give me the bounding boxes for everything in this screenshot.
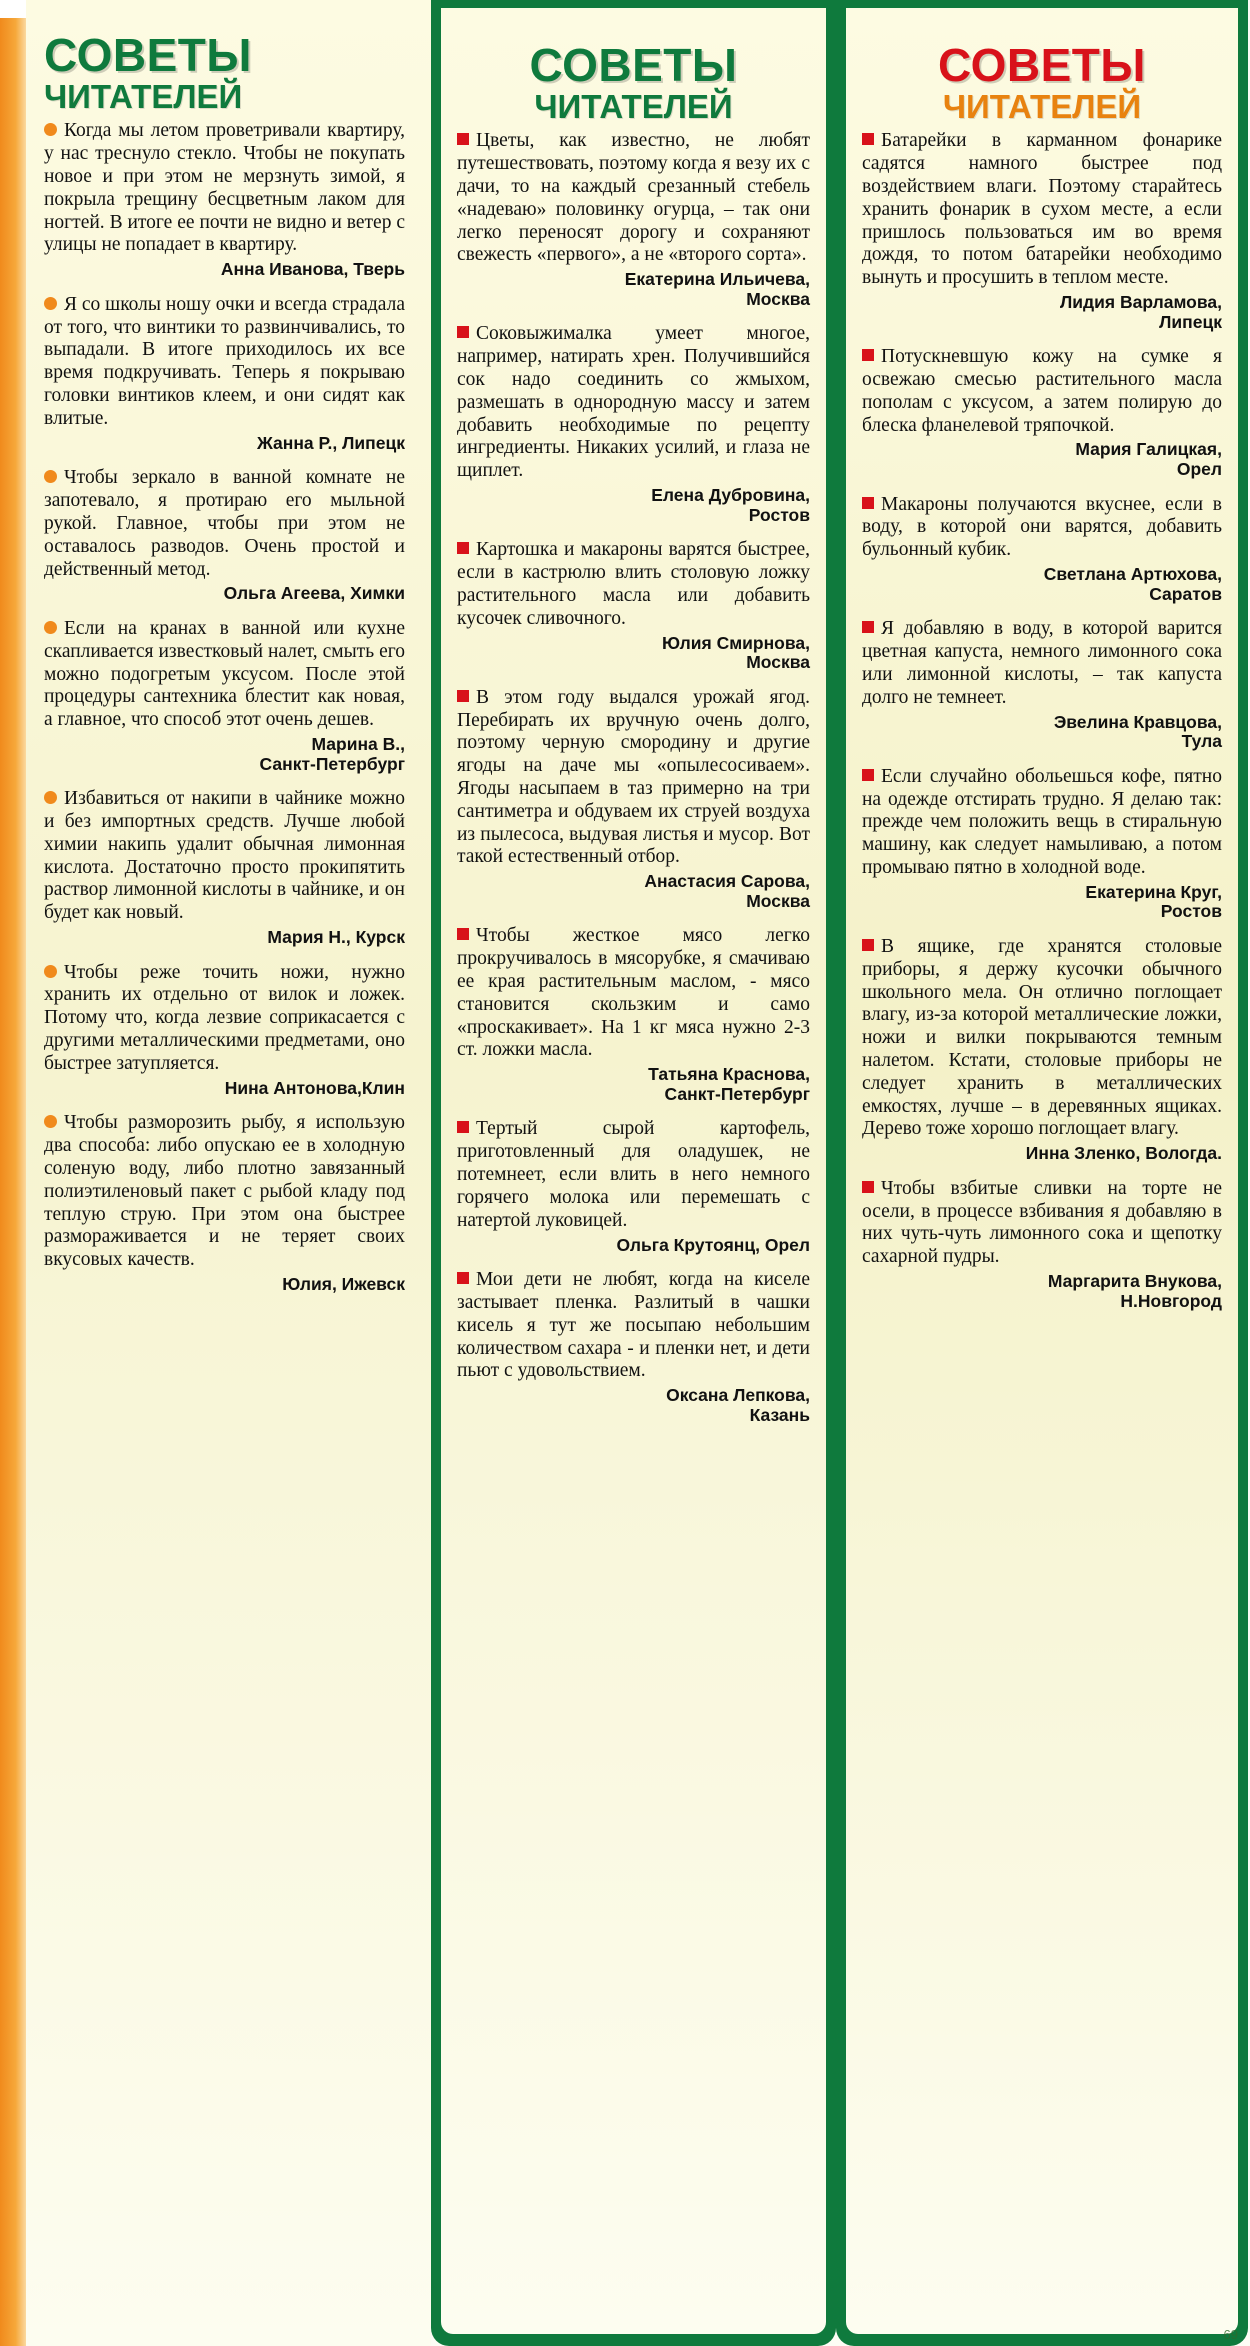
column-3-heading: [862, 22, 1222, 130]
tip-body: Я со школы ношу очки и всегда страдала от того, что винтики то развинчивались, то выпадали. В итоге приходилось их все время подкручивать. Теперь я покрываю головки винтиков клеем, и они сидят как влитые.: [44, 293, 405, 429]
tip-item: [44, 962, 405, 1099]
signature-line-1: Юлия Смирнова,: [662, 632, 810, 653]
tip-signature: [862, 1272, 1222, 1311]
tip-item: [457, 925, 810, 1104]
tip-item: [457, 1118, 810, 1255]
tip-text: [457, 1118, 810, 1232]
tip-body: Если случайно обольешься кофе, пятно на одежде отстирать трудно. Я делаю так: прежде чем положить вещь в стиральную машину, как следует намыливаю, а потом промываю пятно в холодной воде.: [862, 765, 1222, 878]
signature-line-1: Мария Н., Курск: [267, 927, 405, 948]
tip-signature: [862, 883, 1222, 922]
signature-line-1: Татьяна Краснова,: [648, 1064, 810, 1085]
signature-line-1: Екатерина Круг,: [1085, 881, 1222, 902]
tip-signature: [44, 1275, 405, 1295]
bullet-dot-icon: [44, 1115, 57, 1128]
tip-text: [457, 687, 810, 870]
tip-text: [44, 294, 405, 431]
signature-line-2: Орел: [1176, 459, 1222, 480]
left-orange-rail: [0, 0, 26, 2346]
signature-line-2: Москва: [746, 652, 810, 673]
tip-text: [457, 1269, 810, 1383]
bullet-square-icon: [457, 690, 469, 702]
tip-signature: [44, 584, 405, 604]
tip-item: [457, 323, 810, 525]
bullet-square-icon: [862, 621, 874, 633]
tip-text: [862, 346, 1222, 437]
bullet-dot-icon: [44, 621, 57, 634]
heading-line-1: СОВЕТЫ: [938, 39, 1146, 91]
signature-line-1: Лидия Варламова,: [1060, 292, 1222, 313]
heading-line-2: ЧИТАТЕЛЕЙ: [44, 77, 243, 115]
signature-line-1: Маргарита Внукова,: [1047, 1271, 1222, 1292]
tip-text: [457, 130, 810, 267]
tip-item: [457, 130, 810, 309]
column-1-tips: [44, 120, 405, 1294]
tip-signature: [457, 872, 810, 911]
signature-line-2: Ростов: [1160, 901, 1222, 922]
tip-signature: [457, 486, 810, 525]
tip-body: Чтобы жесткое мясо легко прокручивалось в мясорубке, я смачиваю ее края растительным маслом, - мясо становится скользким и само «проскакивает». На 1 кг мяса нужно 2-3 ст. ложки масла.: [457, 925, 810, 1061]
tip-item: [457, 687, 810, 912]
signature-line-2: Липецк: [1159, 311, 1222, 332]
tip-signature: [44, 735, 405, 774]
tip-item: [862, 130, 1222, 332]
heading-line-2: ЧИТАТЕЛЕЙ: [534, 87, 733, 125]
tip-signature: [862, 565, 1222, 604]
tip-body: Когда мы летом проветривали квартиру, у нас треснуло стекло. Чтобы не покупать новое и при этом не мерзнуть зимой, я покрыла трещину бесцветным лаком для ногтей. В итоге ее почти не видно и ветер с улицы не попадает в квартиру.: [44, 120, 405, 256]
tip-body: Соковыжималка умеет многое, например, натирать хрен. Получившийся сок надо соединить со жмыхом, размешать в однородную массу и затем добавить необходимые по рецепту ингредиенты. Никаких усилий, и глаза не щиплет.: [457, 323, 810, 482]
tip-body: Я добавляю в воду, в которой варится цветная капуста, немного лимонного сока или лимонной кислоты, – так капуста долго не темнеет.: [862, 618, 1222, 708]
signature-line-2: Саратов: [1149, 583, 1222, 604]
signature-line-1: Оксана Лепкова,: [666, 1385, 810, 1406]
tip-signature: [44, 928, 405, 948]
tip-signature: [457, 1065, 810, 1104]
bullet-square-icon: [457, 542, 469, 554]
page-number: 69: [1223, 2327, 1238, 2342]
tip-item: [44, 467, 405, 604]
tip-text: [862, 766, 1222, 880]
signature-line-2: Ростов: [748, 504, 810, 525]
tip-text: [862, 1178, 1222, 1269]
column-3-tips: [862, 130, 1222, 1311]
tip-body: Избавиться от накипи в чайнике можно и без импортных средств. Лучше любой химии накипь удалит обычная лимонная кислота. Достаточно просто прокипятить раствор лимонной кислоты в чайнике, и он будет как новый.: [44, 788, 405, 924]
tip-body: Тертый сырой картофель, приготовленный для оладушек, не потемнеет, если влить в него немного горячего молока или перемешать с натертой луковицей.: [457, 1118, 810, 1231]
column-2-frame: [431, 0, 836, 2346]
signature-line-1: Нина Антонова,Клин: [224, 1077, 405, 1098]
tip-item: [862, 1178, 1222, 1311]
bullet-dot-icon: [44, 470, 57, 483]
column-2-tips: [457, 130, 810, 1425]
tip-text: [44, 788, 405, 925]
bullet-square-icon: [862, 939, 874, 951]
tip-body: Если на кранах в ванной или кухне скапливается известковый налет, смыть его можно подогретым уксусом. После этой процедуры сантехника блестит как новая, а главное, что способ этот очень дешев.: [44, 617, 405, 731]
tip-body: В этом году выдался урожай ягод. Перебирать их вручную очень долго, поэтому черную смородину и другие ягоды на даче мы «опылесосиваем». Ягоды насыпаем в таз примерно на три сантиметра и обдуваем их струей воздуха из пылесоса, выдувая листья и мусор. Вот такой естественный отбор.: [457, 686, 810, 868]
tip-item: [862, 766, 1222, 922]
tip-text: [862, 936, 1222, 1141]
tip-body: Макароны получаются вкуснее, если в воду, в которой они варятся, добавить бульонный кубик.: [862, 493, 1222, 561]
heading-line-1: СОВЕТЫ: [529, 39, 738, 91]
tip-body: Чтобы разморозить рыбу, я использую два способа: либо опускаю ее в холодную соленую воду, либо плотно завязанный полиэтиленовый пакет с рыбой кладу под теплую струю. При этом она быстрее размораживается и не теряет своих вкусовых качеств.: [44, 1112, 405, 1271]
tip-item: [44, 294, 405, 453]
signature-line-2: Санкт-Петербург: [664, 1083, 810, 1104]
bullet-square-icon: [457, 1272, 469, 1284]
signature-line-1: Светлана Артюхова,: [1043, 564, 1222, 585]
tip-text: [44, 962, 405, 1076]
tip-text: [44, 618, 405, 732]
signature-line-1: Марина В.,: [311, 733, 405, 754]
tip-signature: [44, 260, 405, 280]
tip-body: Батарейки в карманном фонарике садятся намного быстрее под воздействием влаги. Поэтому старайтесь хранить фонарик в сухом месте, а если пришлось пользоваться им во время дождя, то потом батарейки необходимо вынуть и просушить в теплом месте.: [862, 130, 1222, 289]
signature-line-1: Юлия, Ижевск: [282, 1273, 405, 1294]
heading-line-2: ЧИТАТЕЛЕЙ: [942, 87, 1142, 125]
signature-line-2: Москва: [746, 288, 810, 309]
tip-signature: [862, 713, 1222, 752]
tip-item: [862, 346, 1222, 479]
tip-body: Цветы, как известно, не любят путешествовать, поэтому когда я везу их с дачи, то на каждый срезанный стебель «надеваю» половинку огурца, – так они легко переносят дорогу и сохраняют свежесть «первого», а не «второго сорта».: [457, 130, 810, 266]
bullet-square-icon: [457, 1121, 469, 1133]
tip-item: [44, 618, 405, 774]
signature-line-1: Анастасия Сарова,: [644, 871, 810, 892]
tip-body: Чтобы взбитые сливки на торте не осели, в процессе взбивания я добавляю в них чуть-чуть лимонного сока и щепотку сахарной пудры.: [862, 1177, 1222, 1268]
tip-signature: [457, 634, 810, 673]
bullet-square-icon: [457, 326, 469, 338]
tip-text: [862, 618, 1222, 709]
bullet-dot-icon: [44, 791, 57, 804]
bullet-dot-icon: [44, 123, 57, 136]
bullet-square-icon: [862, 349, 874, 361]
tip-item: [457, 1269, 810, 1425]
bullet-square-icon: [862, 133, 874, 145]
tip-signature: [457, 270, 810, 309]
column-2: [441, 8, 826, 2334]
heading-line-1: СОВЕТЫ: [44, 29, 252, 81]
tip-signature: [862, 1144, 1222, 1164]
tip-item: [457, 539, 810, 672]
column-2-heading: [457, 22, 810, 130]
rail-top-cap: [0, 0, 26, 18]
tip-text: [44, 1112, 405, 1272]
tip-text: [457, 323, 810, 483]
tip-item: [44, 1112, 405, 1294]
signature-line-1: Ольга Агеева, Химки: [223, 583, 405, 604]
bullet-square-icon: [862, 1181, 874, 1193]
tip-body: Чтобы зеркало в ванной комнате не запотевало, я протираю его мыльной рукой. Главное, чтобы при этом не оставалось разводов. Очень простой и действенный метод.: [44, 467, 405, 580]
tip-text: [457, 925, 810, 1062]
signature-line-1: Ольга Крутоянц, Орел: [616, 1234, 810, 1255]
tip-item: [862, 494, 1222, 605]
signature-line-2: Н.Новгород: [1120, 1290, 1222, 1311]
tip-text: [862, 494, 1222, 562]
bullet-square-icon: [457, 928, 469, 940]
tip-signature: [862, 440, 1222, 479]
tip-text: [44, 467, 405, 581]
tip-body: Картошка и макароны варятся быстрее, если в кастрюлю влить столовую ложку растительного масла или добавить кусочек сливочного.: [457, 539, 810, 629]
tip-item: [862, 618, 1222, 751]
bullet-square-icon: [457, 133, 469, 145]
column-3-frame: [836, 0, 1248, 2346]
tip-signature: [44, 434, 405, 454]
tip-text: [862, 130, 1222, 290]
tip-text: [44, 120, 405, 257]
column-1-heading: [44, 0, 405, 120]
signature-line-1: Елена Дубровина,: [651, 485, 810, 506]
tip-body: В ящике, где хранятся столовые приборы, я держу кусочки обычного школьного мела. Он отлично поглощает влагу, из-за которой металлические ложки, ножи и вилки покрываются темным налетом. Кстати, столовые приборы не следует хранить в металлических емкостях, лучше – в деревянных ящиках. Дерево тоже хорошо поглощает влагу.: [862, 935, 1222, 1140]
column-1: [26, 0, 431, 2346]
signature-line-1: Эвелина Кравцова,: [1053, 711, 1222, 732]
signature-line-2: Тула: [1181, 731, 1222, 752]
bullet-dot-icon: [44, 297, 57, 310]
tip-signature: [862, 293, 1222, 332]
bullet-dot-icon: [44, 965, 57, 978]
tip-item: [44, 788, 405, 947]
tip-signature: [44, 1079, 405, 1099]
signature-line-1: Инна Зленко, Вологда.: [1025, 1143, 1222, 1164]
signature-line-1: Мария Галицкая,: [1075, 439, 1222, 460]
bullet-square-icon: [862, 497, 874, 509]
tip-signature: [457, 1236, 810, 1256]
signature-line-2: Москва: [746, 890, 810, 911]
tip-body: Мои дети не любят, когда на киселе застывает пленка. Разлитый в чашки кисель я тут же посыпаю небольшим количеством сахара - и пленки нет, и дети пьют с удовольствием.: [457, 1269, 810, 1382]
tip-item: [862, 936, 1222, 1164]
signature-line-1: Жанна Р., Липецк: [257, 432, 405, 453]
signature-line-2: Санкт-Петербург: [259, 753, 405, 774]
bullet-square-icon: [862, 769, 874, 781]
signature-line-2: Казань: [749, 1404, 810, 1425]
tip-body: Чтобы реже точить ножи, нужно хранить их отдельно от вилок и ложек. Потому что, когда лезвие соприкасается с другими металлическими предметами, оно быстрее затупляется.: [44, 961, 405, 1074]
tip-body: Потускневшую кожу на сумке я освежаю смесью растительного масла пополам с уксусом, а затем полирую до блеска фланелевой тряпочкой.: [862, 346, 1222, 436]
tip-signature: [457, 1386, 810, 1425]
column-3: [846, 8, 1238, 2342]
signature-line-1: Екатерина Ильичева,: [624, 269, 810, 290]
tip-text: [457, 539, 810, 630]
tip-item: [44, 120, 405, 279]
signature-line-1: Анна Иванова, Тверь: [220, 259, 405, 280]
